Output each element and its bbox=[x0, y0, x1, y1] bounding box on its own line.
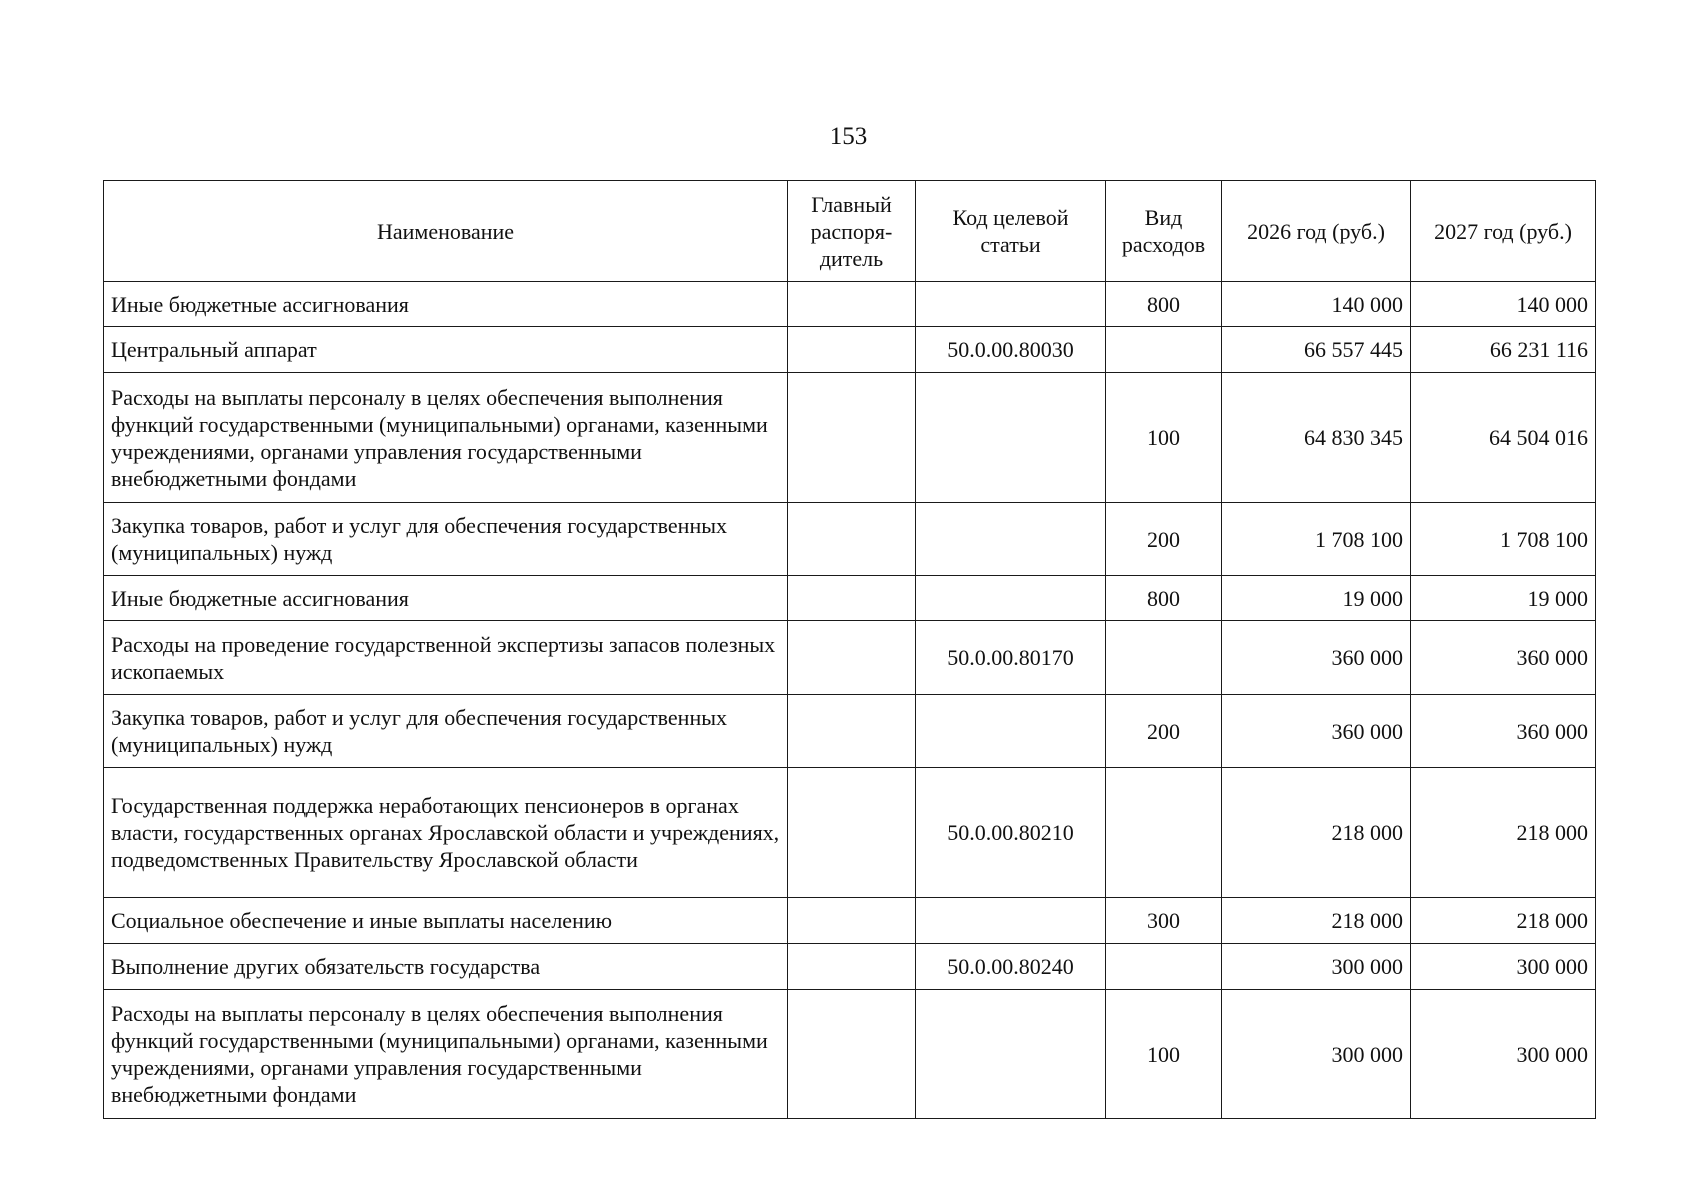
header-admin: Главный распоря-дитель bbox=[788, 181, 916, 282]
table-row bbox=[104, 695, 1596, 768]
cell-2026: 300 000 bbox=[1222, 990, 1411, 1119]
cell-code: 50.0.00.80030 bbox=[916, 327, 1106, 373]
cell-kind bbox=[1106, 621, 1222, 695]
header-kind: Вид расходов bbox=[1106, 181, 1222, 282]
cell-2027: 140 000 bbox=[1411, 282, 1596, 327]
cell-kind bbox=[1106, 768, 1222, 898]
cell-name: Выполнение других обязательств государства bbox=[104, 944, 788, 990]
cell-2026: 140 000 bbox=[1222, 282, 1411, 327]
cell-2027: 300 000 bbox=[1411, 990, 1596, 1119]
table-header-row bbox=[104, 181, 1596, 282]
cell-code bbox=[916, 503, 1106, 576]
cell-code: 50.0.00.80170 bbox=[916, 621, 1106, 695]
cell-admin bbox=[788, 503, 916, 576]
cell-kind bbox=[1106, 944, 1222, 990]
cell-name: Государственная поддержка неработающих пенсионеров в органах власти, государственных органах Ярославской области и учреждениях, подведомственных Правительству Ярославской области bbox=[104, 768, 788, 898]
cell-code bbox=[916, 576, 1106, 621]
cell-2027: 360 000 bbox=[1411, 621, 1596, 695]
header-2027: 2027 год (руб.) bbox=[1411, 181, 1596, 282]
cell-admin bbox=[788, 695, 916, 768]
cell-kind: 300 bbox=[1106, 898, 1222, 944]
cell-admin bbox=[788, 576, 916, 621]
table-row bbox=[104, 327, 1596, 373]
header-name: Наименование bbox=[104, 181, 788, 282]
cell-kind: 800 bbox=[1106, 282, 1222, 327]
header-2026: 2026 год (руб.) bbox=[1222, 181, 1411, 282]
cell-name: Расходы на выплаты персоналу в целях обеспечения выполнения функций государственными (муниципальными) органами, казенными учреждениями, органами управления государственными внебюджетными фондами bbox=[104, 373, 788, 503]
cell-admin bbox=[788, 944, 916, 990]
cell-admin bbox=[788, 282, 916, 327]
cell-code bbox=[916, 990, 1106, 1119]
cell-kind: 800 bbox=[1106, 576, 1222, 621]
cell-name: Закупка товаров, работ и услуг для обеспечения государственных (муниципальных) нужд bbox=[104, 695, 788, 768]
cell-name: Социальное обеспечение и иные выплаты населению bbox=[104, 898, 788, 944]
table-row bbox=[104, 373, 1596, 503]
cell-2026: 360 000 bbox=[1222, 621, 1411, 695]
cell-admin bbox=[788, 898, 916, 944]
cell-2026: 300 000 bbox=[1222, 944, 1411, 990]
cell-2027: 19 000 bbox=[1411, 576, 1596, 621]
cell-kind: 200 bbox=[1106, 695, 1222, 768]
cell-admin bbox=[788, 327, 916, 373]
cell-2026: 218 000 bbox=[1222, 898, 1411, 944]
cell-name: Иные бюджетные ассигнования bbox=[104, 282, 788, 327]
cell-kind: 200 bbox=[1106, 503, 1222, 576]
cell-kind: 100 bbox=[1106, 373, 1222, 503]
cell-code: 50.0.00.80240 bbox=[916, 944, 1106, 990]
cell-name: Расходы на проведение государственной экспертизы запасов полезных ископаемых bbox=[104, 621, 788, 695]
cell-code bbox=[916, 898, 1106, 944]
table-row bbox=[104, 282, 1596, 327]
cell-2026: 218 000 bbox=[1222, 768, 1411, 898]
cell-admin bbox=[788, 990, 916, 1119]
table-row bbox=[104, 576, 1596, 621]
cell-name: Центральный аппарат bbox=[104, 327, 788, 373]
cell-2026: 66 557 445 bbox=[1222, 327, 1411, 373]
cell-kind: 100 bbox=[1106, 990, 1222, 1119]
table-row bbox=[104, 944, 1596, 990]
cell-admin bbox=[788, 621, 916, 695]
cell-code: 50.0.00.80210 bbox=[916, 768, 1106, 898]
table-row bbox=[104, 990, 1596, 1119]
budget-table bbox=[103, 180, 1596, 1119]
cell-name: Закупка товаров, работ и услуг для обеспечения государственных (муниципальных) нужд bbox=[104, 503, 788, 576]
cell-name: Расходы на выплаты персоналу в целях обеспечения выполнения функций государственными (муниципальными) органами, казенными учреждениями, органами управления государственными внебюджетными фондами bbox=[104, 990, 788, 1119]
cell-kind bbox=[1106, 327, 1222, 373]
cell-2026: 360 000 bbox=[1222, 695, 1411, 768]
cell-2026: 19 000 bbox=[1222, 576, 1411, 621]
cell-code bbox=[916, 695, 1106, 768]
cell-name: Иные бюджетные ассигнования bbox=[104, 576, 788, 621]
cell-admin bbox=[788, 768, 916, 898]
cell-2027: 66 231 116 bbox=[1411, 327, 1596, 373]
table-row bbox=[104, 503, 1596, 576]
cell-2027: 218 000 bbox=[1411, 768, 1596, 898]
table-row bbox=[104, 621, 1596, 695]
cell-2027: 64 504 016 bbox=[1411, 373, 1596, 503]
cell-2027: 300 000 bbox=[1411, 944, 1596, 990]
cell-admin bbox=[788, 373, 916, 503]
cell-2026: 64 830 345 bbox=[1222, 373, 1411, 503]
cell-code bbox=[916, 373, 1106, 503]
cell-2027: 1 708 100 bbox=[1411, 503, 1596, 576]
page-number: 153 bbox=[829, 123, 868, 150]
table-row bbox=[104, 898, 1596, 944]
cell-2027: 218 000 bbox=[1411, 898, 1596, 944]
cell-2027: 360 000 bbox=[1411, 695, 1596, 768]
header-code: Код целевой статьи bbox=[916, 181, 1106, 282]
cell-2026: 1 708 100 bbox=[1222, 503, 1411, 576]
cell-code bbox=[916, 282, 1106, 327]
table-row bbox=[104, 768, 1596, 898]
